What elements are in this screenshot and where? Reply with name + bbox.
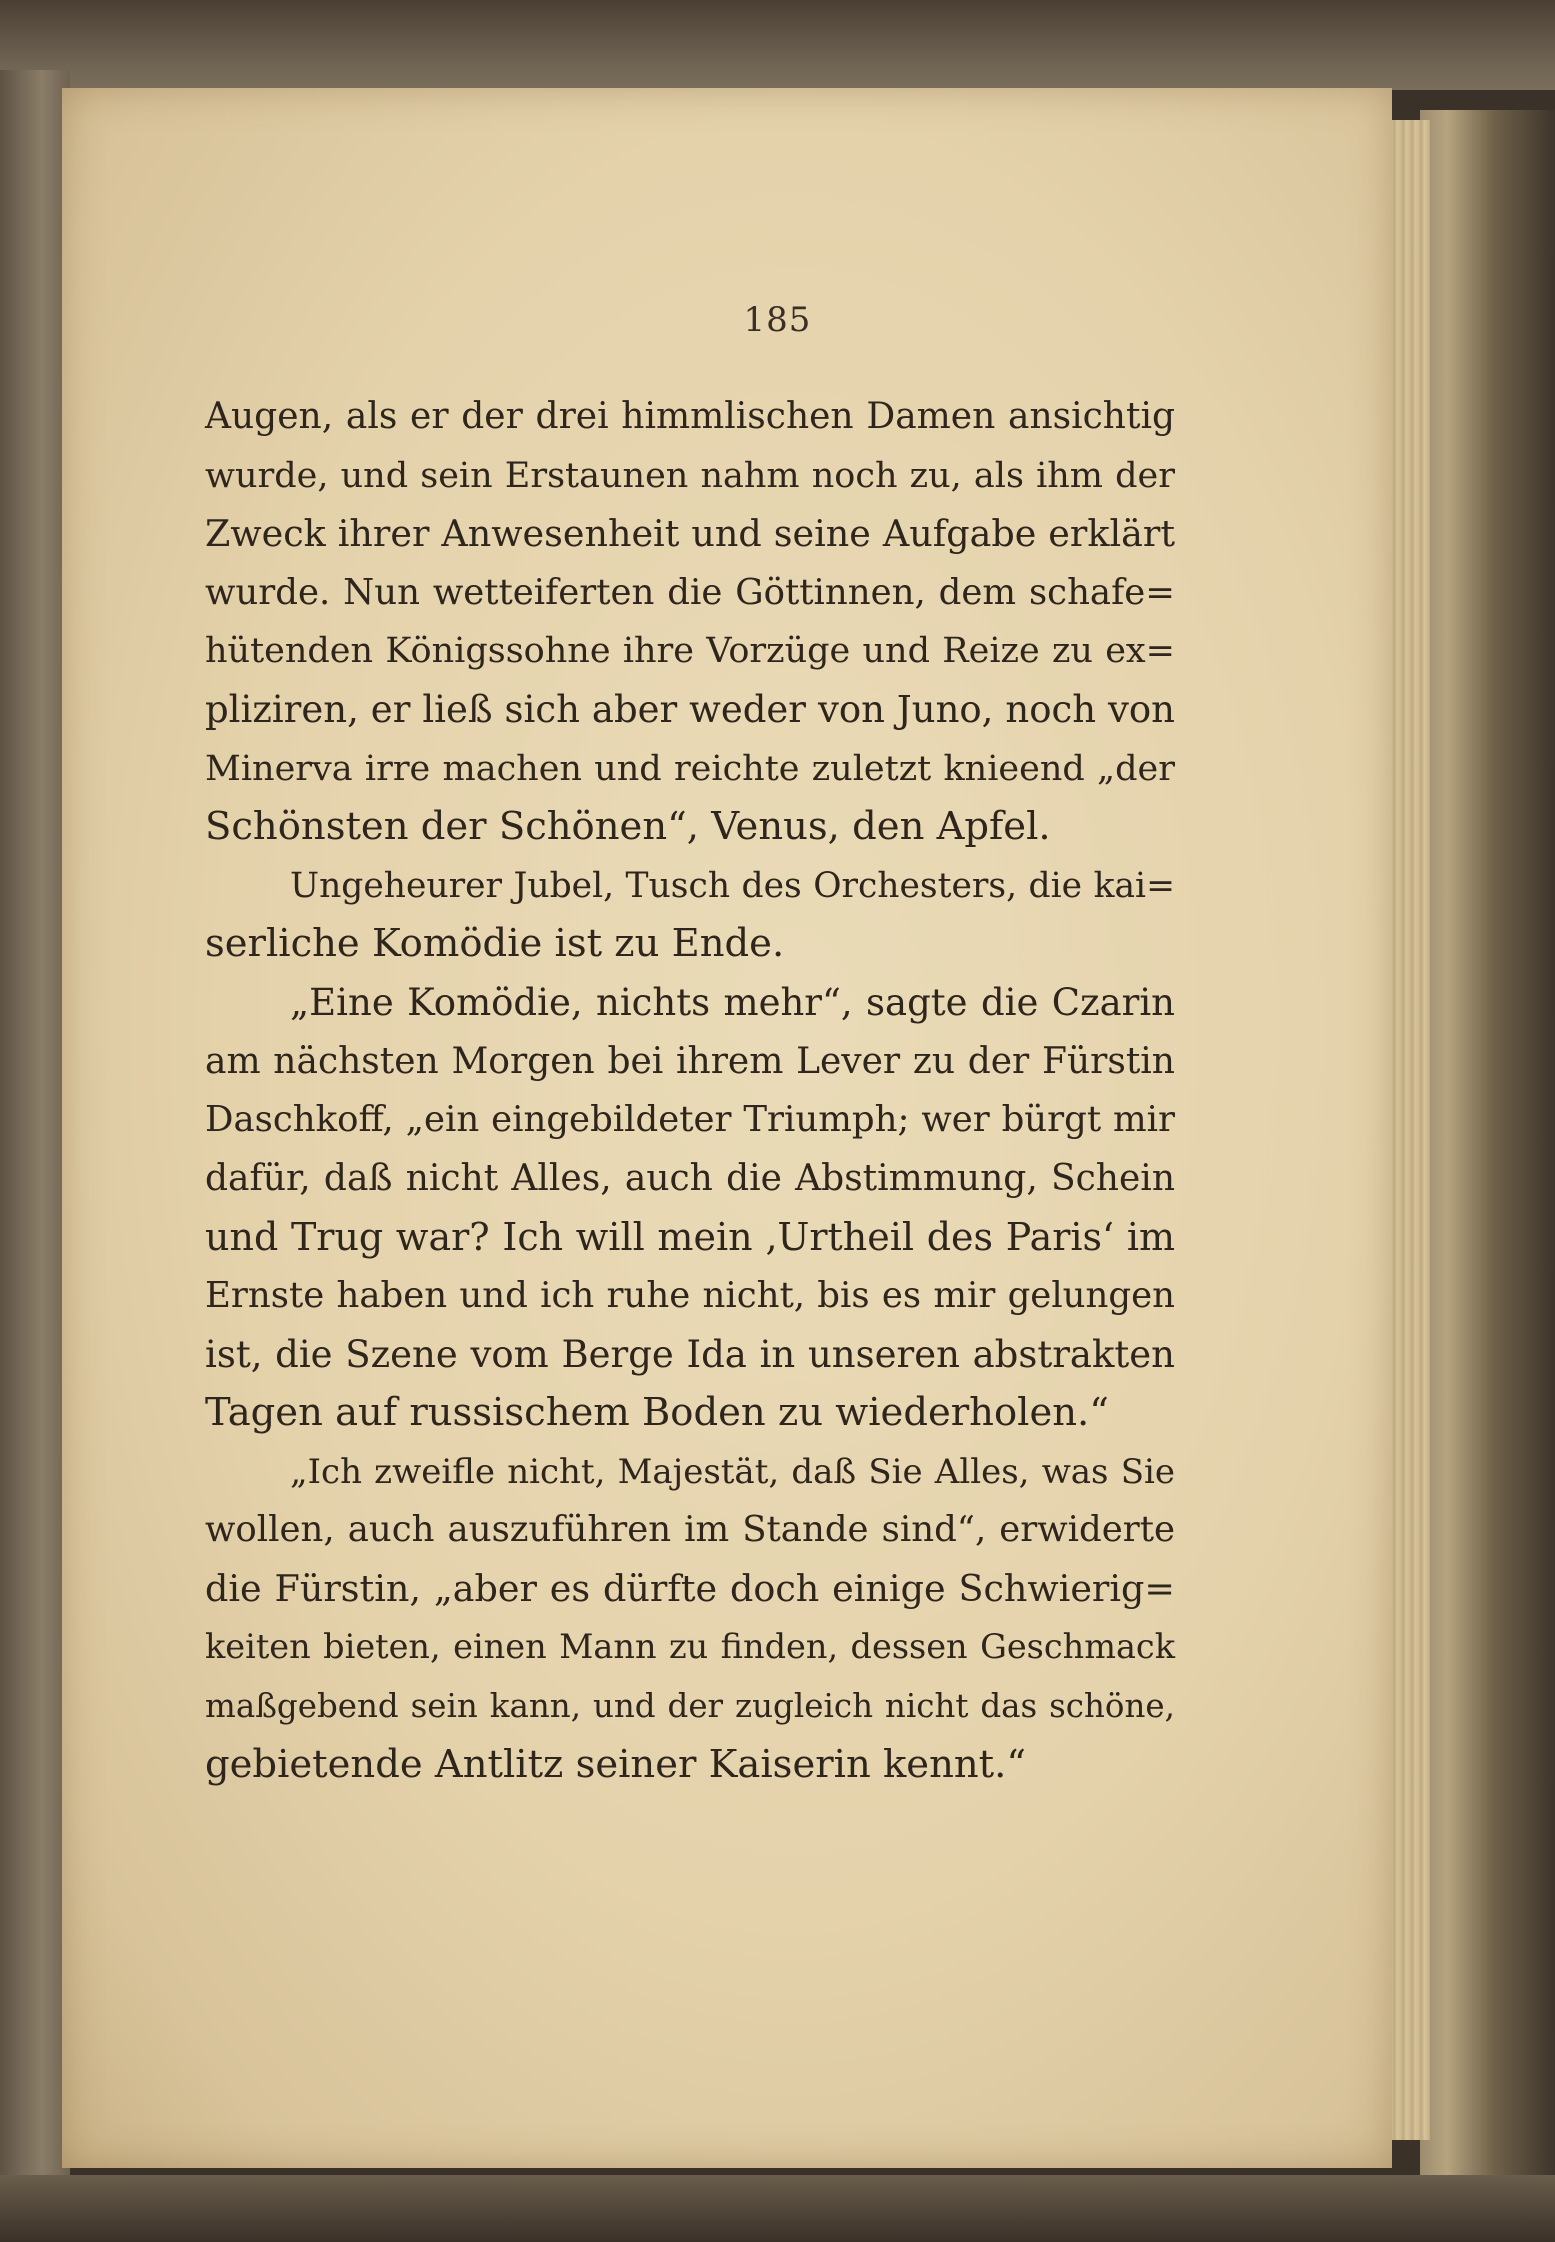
text-line: pliziren, er ließ sich aber weder von Juno, noch von — [205, 687, 1175, 731]
paragraph — [205, 974, 1175, 1443]
text-line: die Fürstin, „aber es dürfte doch einige Schwierig= — [205, 1566, 1175, 1610]
text-line: ist, die Szene vom Berge Ida in unseren abstrakten — [205, 1332, 1175, 1376]
book-left-cover — [0, 70, 70, 2190]
text-line: wollen, auch auszuführen im Stande sind“, erwiderte — [205, 1509, 1175, 1551]
text-line: dafür, daß nicht Alles, auch die Abstimmung, Schein — [205, 1157, 1175, 1199]
text-line: gebietende Antlitz seiner Kaiserin kennt.“ — [205, 1741, 1027, 1787]
text-line: und Trug war? Ich will mein ‚Urtheil des Paris‘ im — [205, 1215, 1175, 1260]
text-line: keiten bieten, einen Mann zu finden, dessen Geschmack — [205, 1627, 1175, 1667]
text-line: Schönsten der Schönen“, Venus, den Apfel. — [205, 804, 1051, 850]
text-line: am nächsten Morgen bei ihrem Lever zu der Fürstin — [205, 1040, 1175, 1082]
page-number: 185 — [743, 300, 812, 340]
text-line: serliche Komödie ist zu Ende. — [205, 921, 785, 967]
text-line: wurde. Nun wetteiferten die Göttinnen, dem schafe= — [205, 571, 1175, 613]
paragraph — [205, 388, 1175, 857]
text-line: Minerva irre machen und reichte zuletzt knieend „der — [205, 748, 1175, 789]
paragraph — [205, 1443, 1175, 1795]
text-line: maßgebend sein kann, und der zugleich nicht das schöne, — [205, 1687, 1175, 1726]
text-line: Zweck ihrer Anwesenheit und seine Aufgabe erklärt — [205, 512, 1175, 556]
body-text — [205, 388, 1175, 1794]
text-line: Ernste haben und ich ruhe nicht, bis es mir gelungen — [205, 1274, 1175, 1316]
text-line: „Eine Komödie, nichts mehr“, sagte die Czarin — [290, 980, 1175, 1024]
text-line: „Ich zweifle nicht, Majestät, daß Sie Alles, was Sie — [290, 1451, 1175, 1492]
text-line: Daschkoff, „ein eingebildeter Triumph; wer bürgt mir — [205, 1099, 1175, 1141]
book-bottom-edge — [0, 2175, 1555, 2242]
paragraph — [205, 857, 1175, 974]
text-line: Tagen auf russischem Boden zu wiederholen.“ — [205, 1390, 1109, 1436]
text-line: Augen, als er der drei himmlischen Damen ansichtig — [205, 396, 1175, 437]
book-right-cover — [1420, 110, 1555, 2180]
book-top-edge — [0, 0, 1555, 90]
text-line: hütenden Königssohne ihre Vorzüge und Reize zu ex= — [205, 631, 1175, 672]
text-line: wurde, und sein Erstaunen nahm noch zu, als ihm der — [205, 455, 1175, 496]
text-line: Ungeheurer Jubel, Tusch des Orchesters, die kai= — [290, 865, 1175, 906]
